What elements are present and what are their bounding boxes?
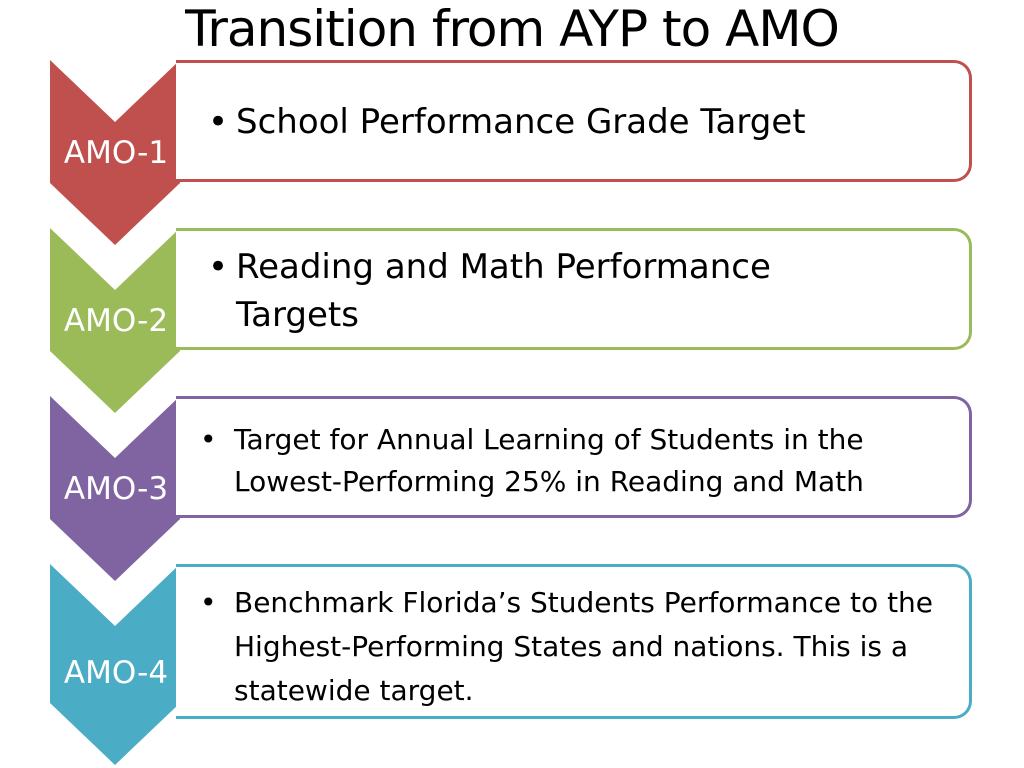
amo-2-label: AMO-2 xyxy=(63,303,169,339)
amo-3-box xyxy=(176,396,972,518)
slide-title: Transition from AYP to AMO xyxy=(185,0,839,58)
amo-4-text: Benchmark Florida’s Students Performance to the Highest-Performing States and nations. This is a statewide target. xyxy=(234,586,934,707)
amo-3-text: Target for Annual Learning of Students in the Lowest-Performing 25% in Reading and Math xyxy=(234,423,864,498)
amo-2-box xyxy=(176,228,972,350)
amo-1-text: School Performance Grade Target xyxy=(236,102,806,142)
bullet-icon: • xyxy=(200,423,217,456)
amo-4-bullet-item xyxy=(200,581,934,713)
amo-3-bullet-list xyxy=(176,419,969,503)
amo-2-bullet-list xyxy=(176,243,969,339)
amo-1-box xyxy=(176,60,972,182)
bullet-icon: • xyxy=(200,586,217,619)
bullet-icon: • xyxy=(208,102,229,142)
amo-4-bullet-list xyxy=(176,581,969,713)
amo-4-label: AMO-4 xyxy=(63,655,169,691)
amo-3-label: AMO-3 xyxy=(63,471,169,507)
amo-4-box xyxy=(176,564,972,719)
amo-2-text: Reading and Math Performance Targets xyxy=(236,247,771,335)
bullet-icon: • xyxy=(208,247,229,287)
amo-2-bullet-item xyxy=(208,243,836,339)
amo-1-label: AMO-1 xyxy=(63,135,169,171)
amo-3-bullet-item xyxy=(200,419,964,503)
amo-1-bullet-list xyxy=(176,101,969,143)
amo-1-bullet-item xyxy=(208,101,969,143)
